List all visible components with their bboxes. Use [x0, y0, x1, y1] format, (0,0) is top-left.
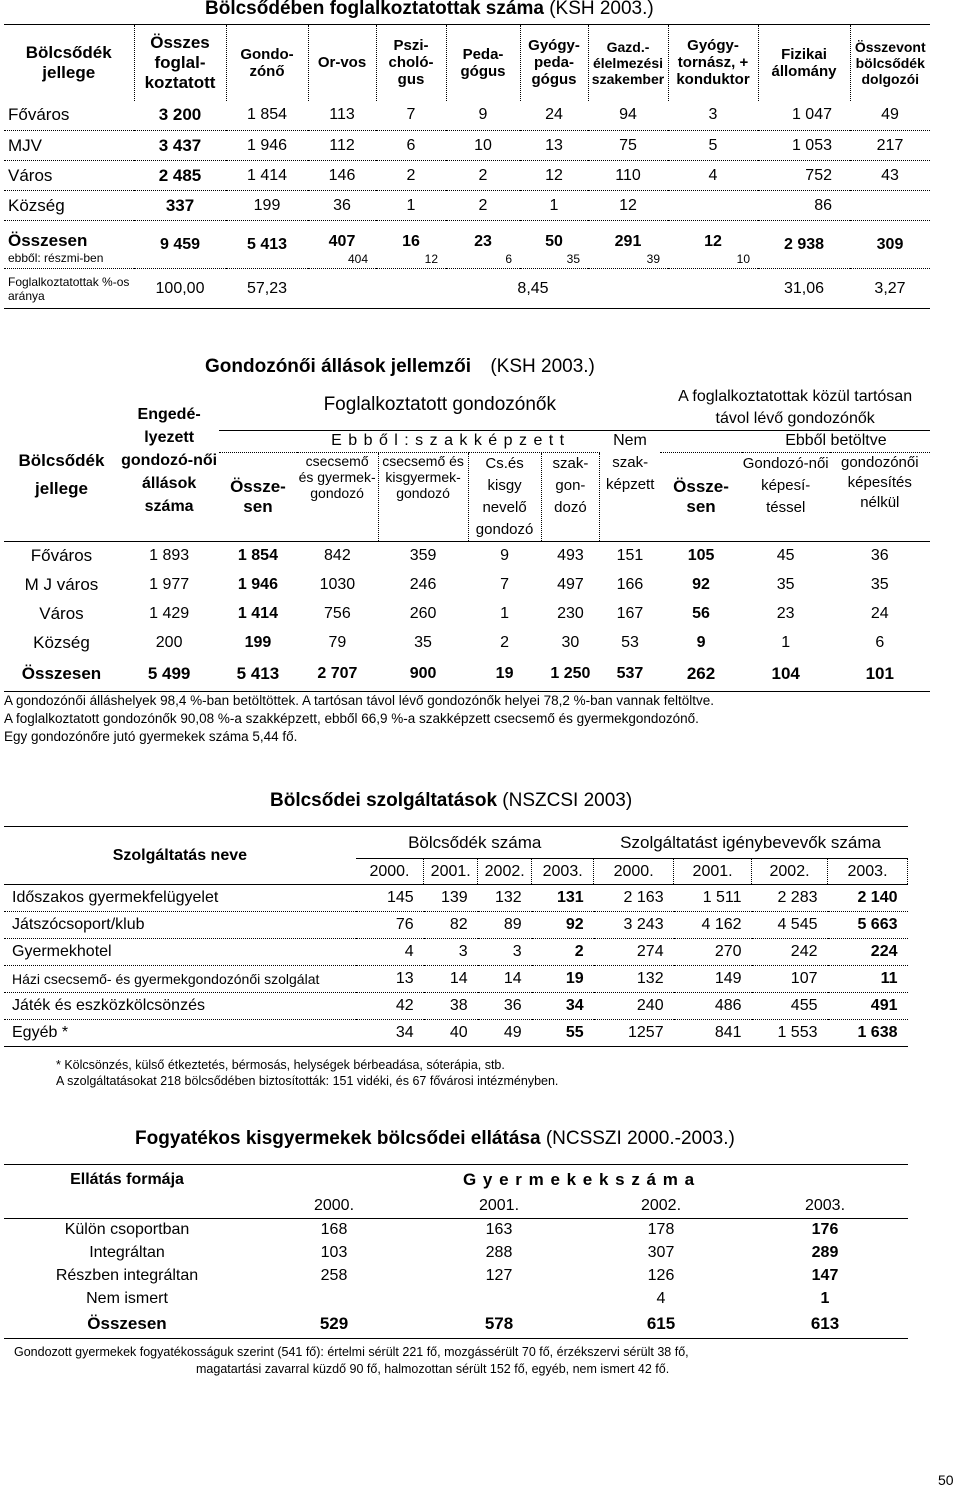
- t1-cell: 2: [406, 166, 416, 184]
- t3-cell: 3: [512, 943, 522, 960]
- t4-total-label: Összesen: [87, 1314, 167, 1334]
- t2-cell: 35: [776, 575, 795, 593]
- t3-cell: 40: [449, 1024, 468, 1041]
- t3-cell: 34: [395, 1024, 414, 1041]
- t2-cell: 167: [616, 604, 644, 622]
- t1-cell: 1: [406, 196, 416, 214]
- services-table: [4, 826, 908, 1047]
- t1-cell: 1 047: [791, 106, 832, 124]
- t1-total-row: [4, 221, 930, 251]
- t1-h-ped: Peda-gógus: [446, 25, 520, 101]
- t1-cell: 1 414: [246, 166, 288, 184]
- t2-cell: 35: [870, 575, 889, 593]
- t3-cell: 132: [494, 889, 522, 906]
- t1-cell: 3: [708, 106, 718, 124]
- t2-cell: 151: [616, 546, 644, 564]
- t4-row: [4, 1265, 908, 1288]
- t3-cell: 2 283: [777, 889, 818, 906]
- t1-pct-specialists: 8,45: [517, 279, 549, 297]
- t4-cell: 4: [656, 1290, 666, 1307]
- t3-cell: 4 545: [777, 916, 818, 933]
- t1-total-catering: 291: [614, 232, 642, 250]
- t1-total-spec-ped: 50: [545, 232, 563, 250]
- t1-sub-ped: 6: [505, 252, 512, 267]
- t1-h-manual: Fizikai állomány: [758, 25, 850, 101]
- t1-row: [4, 191, 930, 221]
- t2-h-notq: szak-képzett: [606, 454, 655, 493]
- t1-sub-doctor: 404: [347, 252, 368, 267]
- t2-cell: 9: [696, 633, 706, 651]
- t2-cell: 53: [621, 633, 639, 651]
- t4-year-blank: [4, 1195, 250, 1219]
- t2-cell: 36: [870, 546, 889, 564]
- t1-cell: 752: [805, 166, 832, 184]
- t3-cell: 14: [503, 970, 522, 987]
- t3-row: [4, 993, 908, 1020]
- t2-total-cs2: 900: [409, 664, 437, 682]
- t4-total-2003: 613: [810, 1314, 840, 1334]
- disabled-children-table: [4, 1164, 908, 1339]
- t3-cell: 841: [714, 1024, 742, 1041]
- t1-cell: [668, 191, 758, 221]
- t3-cell: Játék és eszközkölcsönzés: [12, 997, 205, 1014]
- t2-cell: 199: [244, 633, 272, 651]
- t3-cell: 107: [790, 970, 818, 987]
- t4-cell: 288: [485, 1244, 513, 1261]
- t2-h-cs1: csecsemő és gyermek-gondozó: [297, 452, 379, 541]
- t3-cell: 92: [565, 916, 584, 933]
- t1-total-merged: 309: [876, 235, 904, 253]
- t2-cell: M J város: [24, 574, 99, 594]
- t1-cell: 1 053: [791, 136, 832, 154]
- t1-cell: 49: [881, 106, 899, 124]
- t1-cell: Főváros: [8, 105, 70, 125]
- t3-cell: 270: [714, 943, 742, 960]
- t1-pct-merged: 3,27: [874, 279, 906, 297]
- t1-cell: 337: [165, 195, 195, 215]
- t4-note-2: magatartási zavarral küzdő 90 fő, halmozottan sérült 152 fő, egyéb, nem ismert 42 fő.: [196, 1362, 670, 1376]
- t2-total-approved: 5 499: [147, 663, 191, 683]
- t3-cell: Házi csecsemő- és gyermekgondozónői szolgálat: [12, 971, 320, 987]
- t4-total-row: [4, 1311, 908, 1339]
- t1-cell: 2 485: [158, 165, 202, 185]
- t1-h-catering: Gazd.-élelmezési szakember: [588, 25, 668, 101]
- t1-h-spec-ped: Gyógy-peda-gógus: [520, 25, 588, 101]
- t3-cell: 38: [449, 997, 468, 1014]
- t3-year-header: 2003.: [828, 859, 908, 885]
- t3-row: [4, 966, 908, 993]
- t1-cell: Város: [8, 165, 53, 185]
- t3-row: [4, 885, 908, 912]
- t3-cell: 14: [449, 970, 468, 987]
- t2-h-absent: A foglalkoztatottak közül tartósan távol lévő gondozónők: [678, 387, 913, 427]
- t3-cell: Gyermekhotel: [12, 943, 112, 960]
- t4-year-header: 2002.: [640, 1197, 682, 1215]
- t1-sub-physio: 10: [736, 252, 750, 267]
- t4-cell: 103: [320, 1244, 348, 1261]
- t3-note-2: A szolgáltatásokat 218 bölcsődében biztosították: 151 vidéki, és 67 fővárosi intézményben.: [56, 1074, 559, 1088]
- t1-total-ped: 23: [474, 232, 492, 250]
- t3-cell: 4 162: [701, 916, 742, 933]
- t1-cell: 2: [478, 196, 488, 214]
- t4-year-header: 2000.: [313, 1197, 355, 1215]
- t3-row: [4, 939, 908, 966]
- t3-cell: Játszócsoport/klub: [12, 916, 145, 933]
- t4-total-2000: 529: [319, 1314, 349, 1334]
- t3-cell: 2 163: [623, 889, 664, 906]
- t3-cell: 89: [503, 916, 522, 933]
- t2-h-total: Össze-sen: [230, 476, 286, 516]
- t1-sub-spec-ped: 35: [566, 252, 580, 267]
- t1-h-psych: Pszi-choló-gus: [376, 25, 446, 101]
- t3-cell: 1 553: [777, 1024, 818, 1041]
- t4-cell: 126: [647, 1267, 675, 1284]
- t4-row: [4, 1219, 908, 1242]
- t2-cell: 35: [414, 633, 432, 651]
- t1-sub-catering: 39: [646, 252, 660, 267]
- t4-year-header: 2003.: [804, 1197, 846, 1215]
- t3-cell: 491: [870, 997, 898, 1014]
- t3-cell: Időszakos gyermekfelügyelet: [12, 889, 219, 906]
- t3-cell: 1257: [628, 1024, 664, 1041]
- t1-total-physio: 12: [704, 232, 722, 250]
- t1-total-doctor: 407: [328, 232, 356, 250]
- t3-h-count: Bölcsődék száma: [408, 832, 542, 852]
- t2-total-employed: 5 413: [236, 663, 280, 683]
- t2-cell: 1: [500, 604, 510, 622]
- t4-cell: 168: [320, 1221, 348, 1239]
- t2-cell: 24: [870, 604, 889, 622]
- t2-cell: Főváros: [30, 545, 93, 565]
- t3-cell: Egyéb *: [12, 1024, 69, 1041]
- t2-row: [4, 628, 930, 657]
- t1-cell: 113: [329, 106, 355, 124]
- t1-cell: 199: [253, 196, 281, 214]
- t1-cell: Község: [8, 195, 65, 215]
- t4-cell: 258: [320, 1267, 348, 1284]
- t2-cell: 842: [324, 546, 351, 564]
- t2-row: [4, 570, 930, 599]
- t2-total-row: [4, 657, 930, 691]
- t3-cell: 49: [503, 1024, 522, 1041]
- t3-note-1: * Kölcsönzés, külső étkeztetés, bérmosás, helységek bérbeadása, sóterápia, stb.: [56, 1058, 505, 1072]
- t3-cell: 149: [714, 970, 742, 987]
- t1-total-carer: 5 413: [246, 235, 288, 253]
- t3-cell: 36: [503, 997, 522, 1014]
- t3-row: [4, 912, 908, 939]
- t2-total-label: Összesen: [21, 663, 102, 683]
- t3-year-header: 2001.: [424, 859, 478, 885]
- t2-cell: 166: [616, 575, 644, 593]
- t2-total-unqualified: 101: [865, 663, 894, 683]
- t4-total-2001: 578: [484, 1314, 514, 1334]
- t4-title: Fogyatékos kisgyermekek bölcsődei ellátása (NCSSZI 2000.-2003.): [135, 1128, 735, 1149]
- t2-cell: 246: [409, 575, 437, 593]
- t3-cell: 2 140: [857, 889, 898, 906]
- t2-note-2: A foglalkoztatott gondozónők 90,08 %-a szakképzett, ebből 66,9 %-a szakképzett csecsemő és gyermekgondozónő.: [4, 711, 699, 726]
- t2-row: [4, 541, 930, 570]
- t4-row: [4, 1242, 908, 1265]
- t1-title: Bölcsődében foglalkoztatottak száma (KSH 2003.): [205, 0, 654, 19]
- t1-total-label: Összesen: [8, 230, 88, 250]
- t2-cell: 2: [500, 633, 510, 651]
- t4-cell: [418, 1288, 580, 1311]
- t3-cell: 3 243: [623, 916, 664, 933]
- t3-cell: 55: [565, 1024, 584, 1041]
- t4-cell: 307: [647, 1244, 675, 1261]
- t4-cell: 127: [485, 1267, 513, 1284]
- t1-row: [4, 161, 930, 191]
- t2-cell: 359: [409, 546, 437, 564]
- t2-total-szak: 1 250: [550, 664, 591, 682]
- t2-h-not: Nem: [600, 430, 661, 452]
- t1-cell: 43: [881, 166, 899, 184]
- t1-h-doctor: Or-vos: [308, 25, 376, 101]
- t2-cell: 6: [875, 633, 885, 651]
- t3-cell: 1 511: [702, 889, 742, 906]
- t2-cell: 1 977: [149, 575, 190, 593]
- t2-h-employed: Foglalkoztatott gondozónők: [323, 393, 556, 415]
- t1-cell: 1: [549, 196, 559, 214]
- t3-row: [4, 1020, 908, 1047]
- t3-h-users: Szolgáltatást igénybevevők száma: [620, 832, 881, 852]
- t1-h-merged: Összevont bölcsődék dolgozói: [854, 38, 926, 87]
- t2-cell: 200: [155, 633, 183, 651]
- t2-cell: 1 893: [149, 546, 190, 564]
- t1-cell: 3 437: [158, 135, 202, 155]
- t1-cell: 36: [333, 196, 351, 214]
- t2-h-szak: szak-gon-dozó: [541, 452, 600, 541]
- t1-total-manual: 2 938: [783, 235, 825, 253]
- t2-cell: 1 414: [237, 604, 278, 622]
- t1-pct-row: [4, 269, 930, 309]
- t1-h-carer: Gondo-zónő: [226, 25, 308, 101]
- t3-cell: 76: [395, 916, 414, 933]
- t2-total-cs1: 2 707: [317, 664, 358, 682]
- t4-note-1: Gondozott gyermekek fogyatékosságuk szerint (541 fő): értelmi sérült 221 fő, mozgássérült 70 fő, érzékszervi sérült 38 fő,: [14, 1345, 689, 1359]
- t1-cell: 1 854: [246, 106, 288, 124]
- t1-sub-psych: 12: [424, 252, 438, 267]
- t1-pct-all: 100,00: [155, 279, 205, 297]
- t4-cell: 176: [811, 1221, 839, 1239]
- t3-year-header: 2000.: [594, 859, 674, 885]
- t3-cell: 486: [714, 997, 742, 1014]
- t1-pct-carer: 57,23: [246, 279, 288, 297]
- t1-total-psych: 16: [402, 232, 420, 250]
- t3-cell: 11: [880, 970, 898, 987]
- t3-year-header: 2000.: [356, 859, 424, 885]
- t2-h-unqualified: gondozónői képesítés nélkül: [841, 453, 919, 511]
- t1-cell: 13: [545, 136, 563, 154]
- t1-total-all: 9 459: [159, 235, 201, 253]
- t3-year-header: 2002.: [752, 859, 828, 885]
- t3-year-header: 2003.: [532, 859, 594, 885]
- t2-cell: 45: [776, 546, 795, 564]
- t2-cell: 9: [500, 546, 510, 564]
- t1-cell: 10: [474, 136, 492, 154]
- t2-h-type: Bölcsődék jellege: [18, 450, 105, 498]
- t2-note-1: A gondozónői álláshelyek 98,4 %-ban betöltöttek. A tartósan távol lévő gondozónők helyei 78,2 %-ban vannak feltöltve.: [4, 693, 714, 708]
- t2-cell: 497: [557, 575, 584, 593]
- t4-cell: [250, 1288, 418, 1311]
- t4-cell: Nem ismert: [86, 1290, 168, 1307]
- t3-cell: 19: [565, 970, 584, 987]
- t1-cell: 4: [708, 166, 718, 184]
- t1-h-total: Összes foglal-koztatott: [134, 25, 226, 101]
- t1-cell: 146: [328, 166, 356, 184]
- t2-h-of-which: E b b ő l : s z a k k é p z e t t: [297, 430, 600, 452]
- t1-cell: MJV: [8, 135, 42, 155]
- t3-cell: 224: [870, 943, 898, 960]
- t2-cell: 23: [776, 604, 795, 622]
- t3-cell: 5 663: [857, 916, 898, 933]
- t2-cell: 1: [781, 633, 791, 651]
- t1-cell: 75: [619, 136, 637, 154]
- t3-cell: 145: [387, 889, 414, 906]
- t3-cell: 139: [440, 889, 468, 906]
- t2-cell: 756: [324, 604, 351, 622]
- t2-h-total2: Össze-sen: [673, 476, 729, 516]
- t4-cell: 147: [811, 1267, 839, 1284]
- t4-cell: Részben integráltan: [55, 1267, 199, 1284]
- t1-cell: 7: [406, 106, 416, 124]
- t4-cell: 1: [820, 1290, 830, 1307]
- t4-h-form: Ellátás formája: [70, 1170, 184, 1188]
- t2-total-cs3: 19: [495, 664, 514, 682]
- t2-total-absent: 262: [686, 663, 716, 683]
- t1-cell: 3 200: [158, 105, 202, 125]
- t2-cell: 260: [409, 604, 437, 622]
- t1-cell: 2: [478, 166, 488, 184]
- t1-cell: 1 946: [246, 136, 288, 154]
- t4-year-header: 2001.: [478, 1197, 520, 1215]
- t1-h-type: Bölcsődék jellege: [4, 25, 134, 101]
- t2-cell: 230: [557, 604, 584, 622]
- t3-cell: 132: [636, 970, 664, 987]
- t2-h-qualified: Gondozó-női képesí-téssel: [742, 454, 829, 516]
- t2-cell: 1 429: [149, 604, 190, 622]
- t1-cell: 86: [814, 196, 832, 214]
- t1-cell: 217: [876, 136, 904, 154]
- t1-cell: 12: [545, 166, 563, 184]
- t1-cell: 112: [329, 136, 355, 154]
- t2-cell: 7: [500, 575, 510, 593]
- t4-row: [4, 1288, 908, 1311]
- t1-cell: 9: [478, 106, 488, 124]
- t3-year-header: 2002.: [478, 859, 532, 885]
- t2-h-cs3: Cs.és kisgy nevelő gondozó: [468, 452, 541, 541]
- t2-cell: 1030: [319, 575, 356, 593]
- t4-cell: 178: [647, 1221, 675, 1239]
- t1-h-physio: Gyógy-tornász, + konduktor: [668, 25, 758, 101]
- t1-cell: 5: [708, 136, 718, 154]
- t3-cell: 82: [449, 916, 468, 933]
- t1-cell: 110: [615, 166, 641, 184]
- t2-cell: 30: [561, 633, 580, 651]
- t2-cell: 1 946: [237, 575, 278, 593]
- t2-note-3: Egy gondozónőre jutó gyermekek száma 5,44 fő.: [4, 729, 298, 744]
- t2-cell: 92: [692, 575, 710, 593]
- t2-h-cs2: csecsemő és kisgyermek-gondozó: [378, 452, 468, 541]
- t3-cell: 240: [636, 997, 664, 1014]
- t2-cell: 56: [692, 604, 710, 622]
- t1-cell: 6: [406, 136, 416, 154]
- t1-cell: [850, 191, 930, 221]
- t3-year-header: 2001.: [674, 859, 752, 885]
- t3-cell: 274: [636, 943, 664, 960]
- t1-cell: 12: [619, 196, 637, 214]
- t3-cell: 4: [404, 943, 414, 960]
- t2-cell: 79: [328, 633, 347, 651]
- t3-cell: 1 638: [857, 1024, 898, 1041]
- t4-cell: 289: [811, 1244, 839, 1261]
- t3-h-name: Szolgáltatás neve: [112, 846, 248, 864]
- t1-cell: 24: [545, 106, 563, 124]
- t3-title: Bölcsődei szolgáltatások (NSZCSI 2003): [270, 790, 633, 811]
- t4-total-2002: 615: [646, 1314, 676, 1334]
- page-number: 50: [938, 1472, 954, 1488]
- t3-cell: 42: [395, 997, 414, 1014]
- t3-cell: 131: [556, 889, 584, 906]
- t2-cell: 493: [557, 546, 584, 564]
- t2-cell: 105: [687, 546, 715, 564]
- t4-cell: Integráltan: [89, 1244, 165, 1261]
- t3-cell: 13: [395, 970, 414, 987]
- t2-cell: Község: [33, 632, 90, 652]
- t2-total-qualified: 104: [771, 663, 800, 683]
- carer-jobs-table: [4, 380, 930, 692]
- t2-h-approved: Engedé-lyezett gondozó-női állások száma: [121, 405, 218, 515]
- t4-h-count: G y e r m e k e k s z á m a: [462, 1169, 696, 1189]
- t3-cell: 242: [790, 943, 818, 960]
- t3-cell: 3: [458, 943, 468, 960]
- t4-cell: 163: [485, 1221, 513, 1239]
- t1-row: [4, 101, 930, 131]
- t1-pct-manual: 31,06: [783, 279, 825, 297]
- t2-total-notq: 537: [616, 664, 644, 682]
- t1-pct-label: Foglalkoztatottak %-os aránya: [8, 274, 130, 303]
- t2-h-filled: Ebből betöltve: [742, 430, 930, 452]
- t2-cell: 1 854: [237, 546, 278, 564]
- staff-table: [4, 24, 930, 309]
- t2-row: [4, 599, 930, 628]
- t3-cell: 455: [790, 997, 818, 1014]
- t2-title: Gondozónői állások jellemzői (KSH 2003.): [205, 356, 595, 377]
- t1-row: [4, 131, 930, 161]
- t1-sub-label: ebből: részmi-ben: [8, 250, 104, 265]
- t3-cell: 34: [565, 997, 584, 1014]
- t2-cell: Város: [39, 603, 84, 623]
- t1-cell: 94: [619, 106, 637, 124]
- t3-cell: 2: [574, 943, 584, 960]
- t4-cell: Külön csoportban: [64, 1221, 190, 1239]
